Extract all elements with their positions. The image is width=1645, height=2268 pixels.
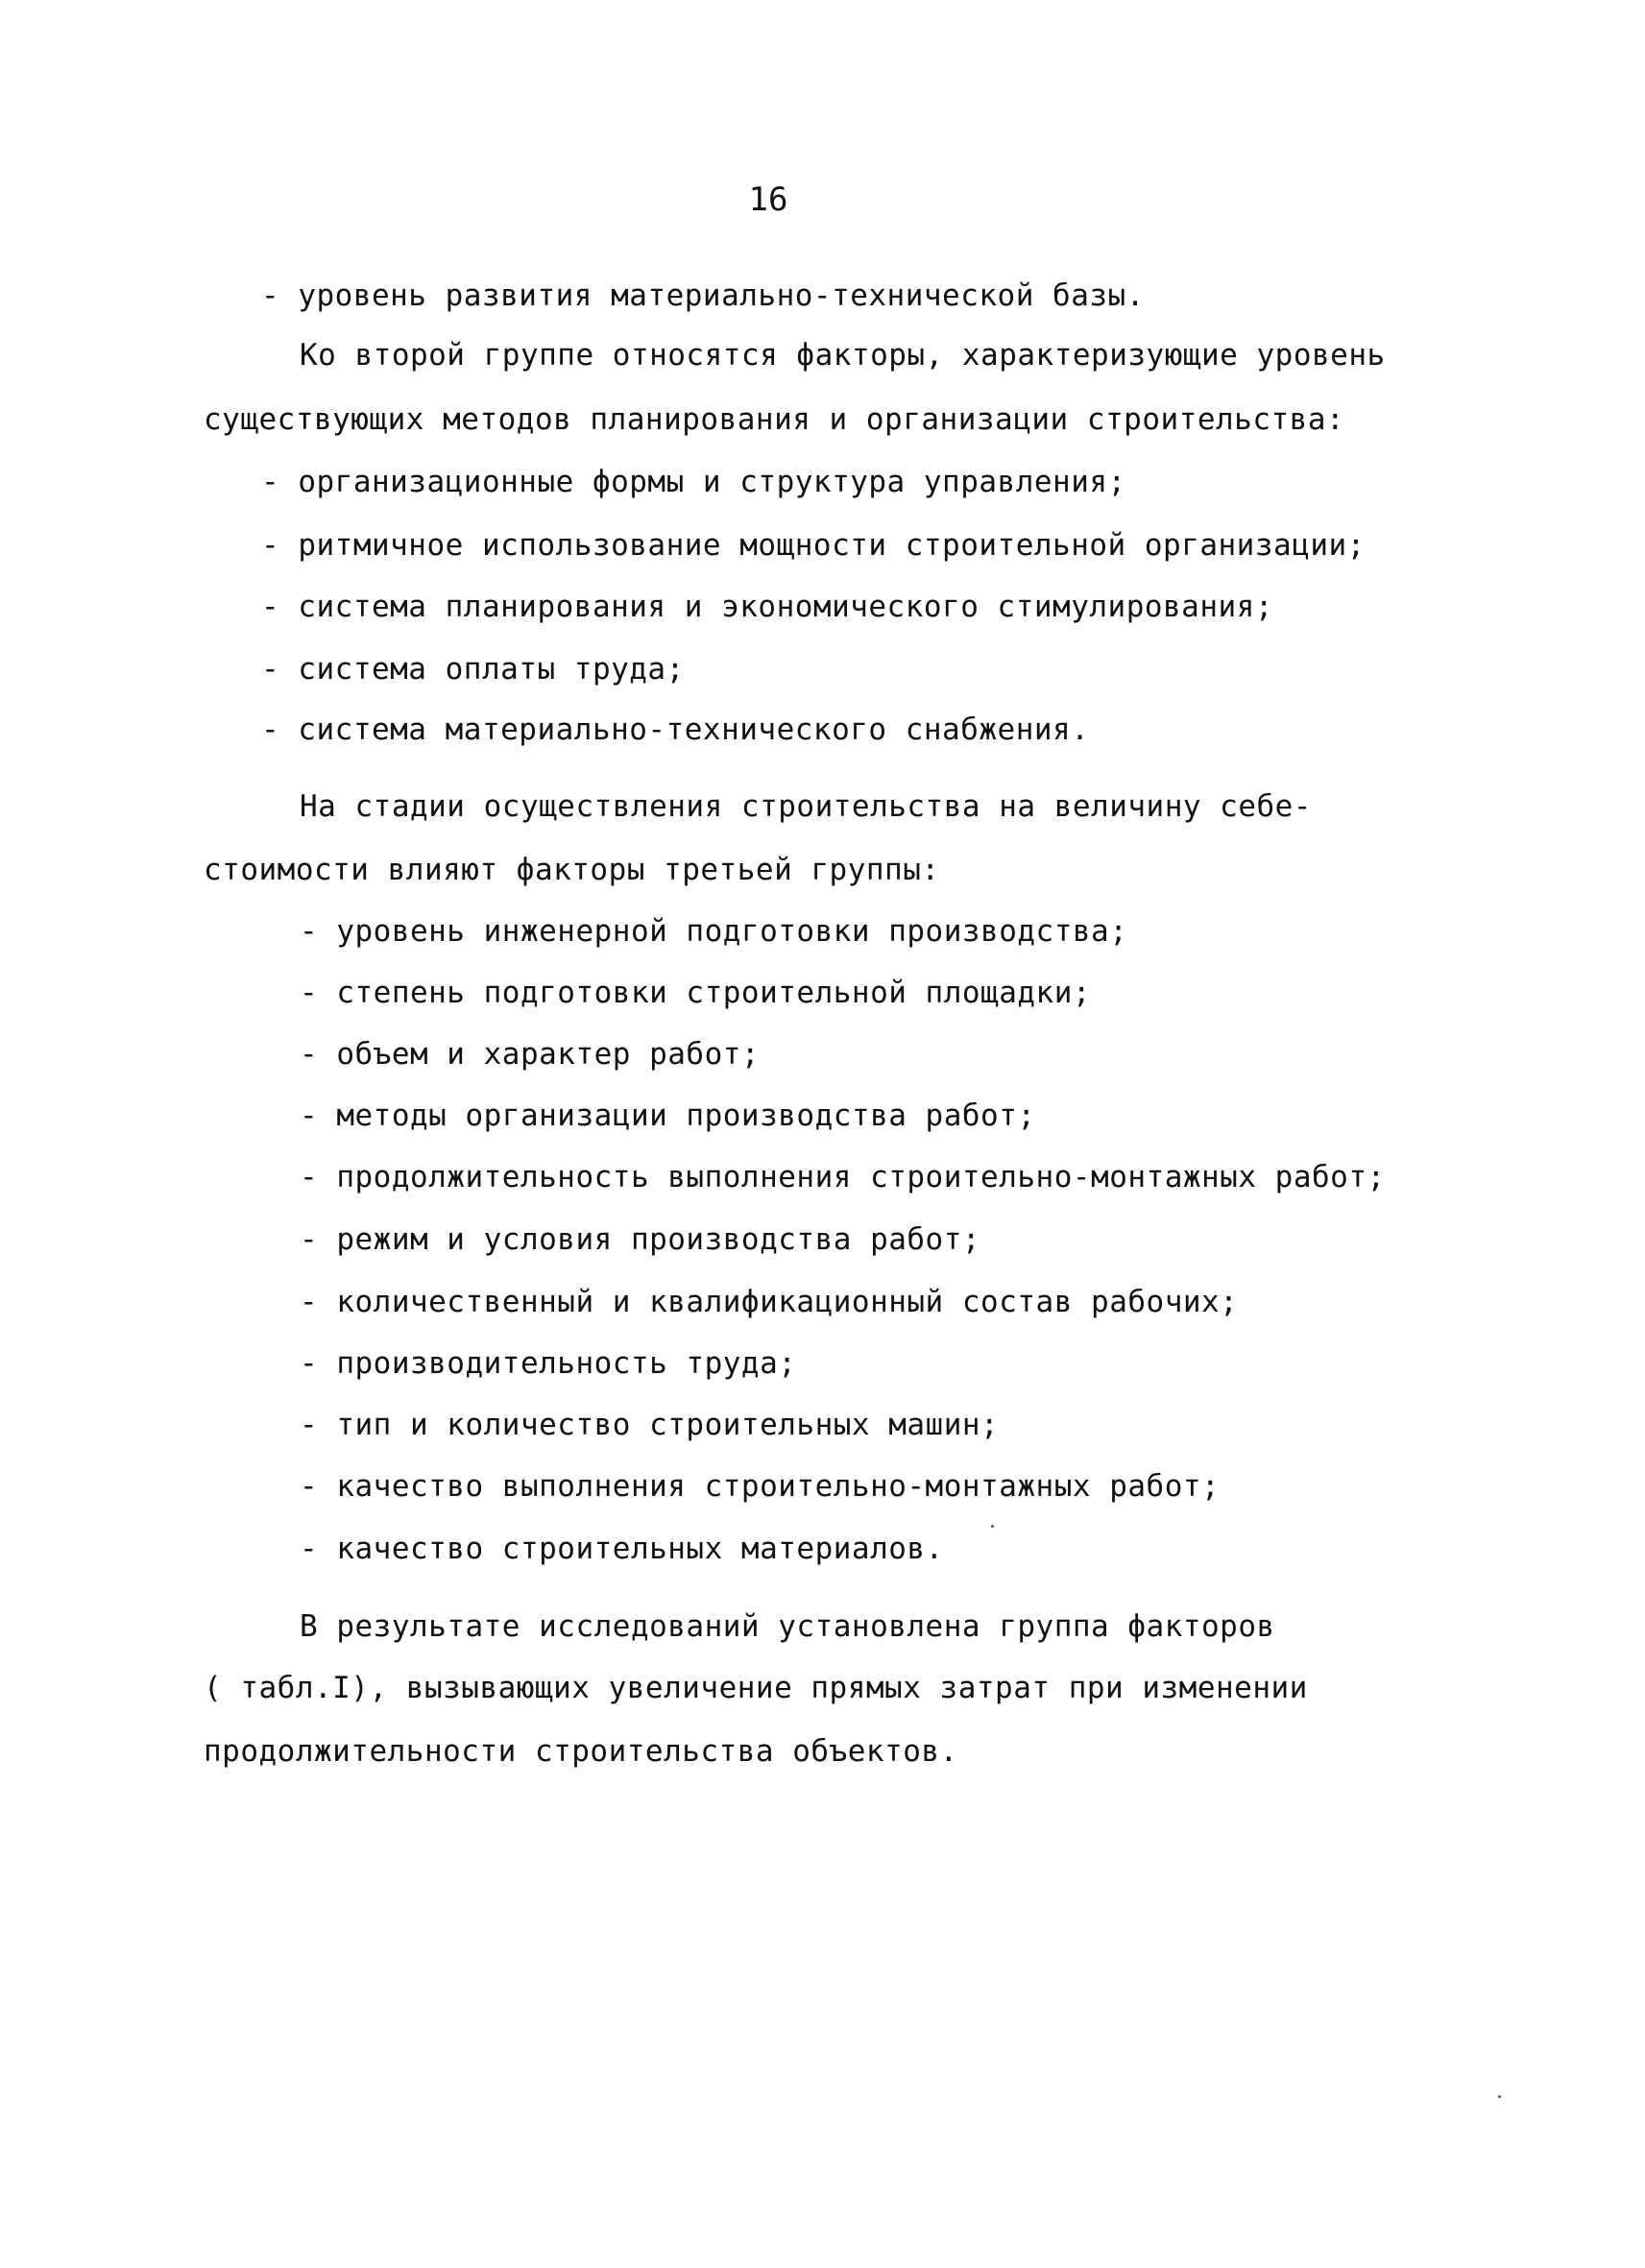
list-item: - система планирования и экономического стимулирования;	[261, 590, 1273, 624]
list-item: - уровень инженерной подготовки производства;	[300, 914, 1128, 949]
paragraph-line: стоимости влияют факторы третьей группы:	[204, 853, 940, 887]
list-item: - объем и характер работ;	[300, 1037, 761, 1072]
paragraph-line: продолжительности строительства объектов.	[204, 1734, 958, 1769]
paragraph-line: ( табл.I), вызывающих увеличение прямых затрат при изменении	[204, 1671, 1308, 1705]
list-item: - степень подготовки строительной площадки;	[300, 976, 1092, 1010]
list-item: - организационные формы и структура управления;	[261, 465, 1126, 499]
list-item: - продолжительность выполнения строительно-монтажных работ;	[300, 1160, 1386, 1194]
list-item: - производительность труда;	[300, 1346, 797, 1381]
list-item: - количественный и квалификационный состав рабочих;	[300, 1285, 1239, 1319]
scan-speck	[991, 1525, 994, 1528]
list-item: - методы организации производства работ;	[300, 1098, 1036, 1133]
list-item: - режим и условия производства работ;	[300, 1222, 981, 1257]
list-item: - качество строительных материалов.	[300, 1532, 944, 1566]
list-item: - система материально-технического снабжения.	[261, 712, 1090, 747]
text-line: - уровень развития материально-технической базы.	[261, 278, 1145, 313]
list-item: - ритмичное использование мощности строительной организации;	[261, 528, 1366, 563]
scan-speck	[1498, 2095, 1501, 2098]
paragraph-line: В результате исследований установлена группа факторов	[300, 1609, 1275, 1644]
paragraph-line: На стадии осуществления строительства на величину себе-	[300, 789, 1312, 824]
paragraph-line: существующих методов планирования и организации строительства:	[204, 402, 1345, 437]
page-number: 16	[748, 181, 788, 219]
list-item: - система оплаты труда;	[261, 652, 685, 687]
list-item: - тип и количество строительных машин;	[300, 1408, 1000, 1442]
paragraph-line: Ко второй группе относятся факторы, характеризующие уровень	[300, 338, 1386, 373]
list-item: - качество выполнения строительно-монтажных работ;	[300, 1469, 1221, 1504]
